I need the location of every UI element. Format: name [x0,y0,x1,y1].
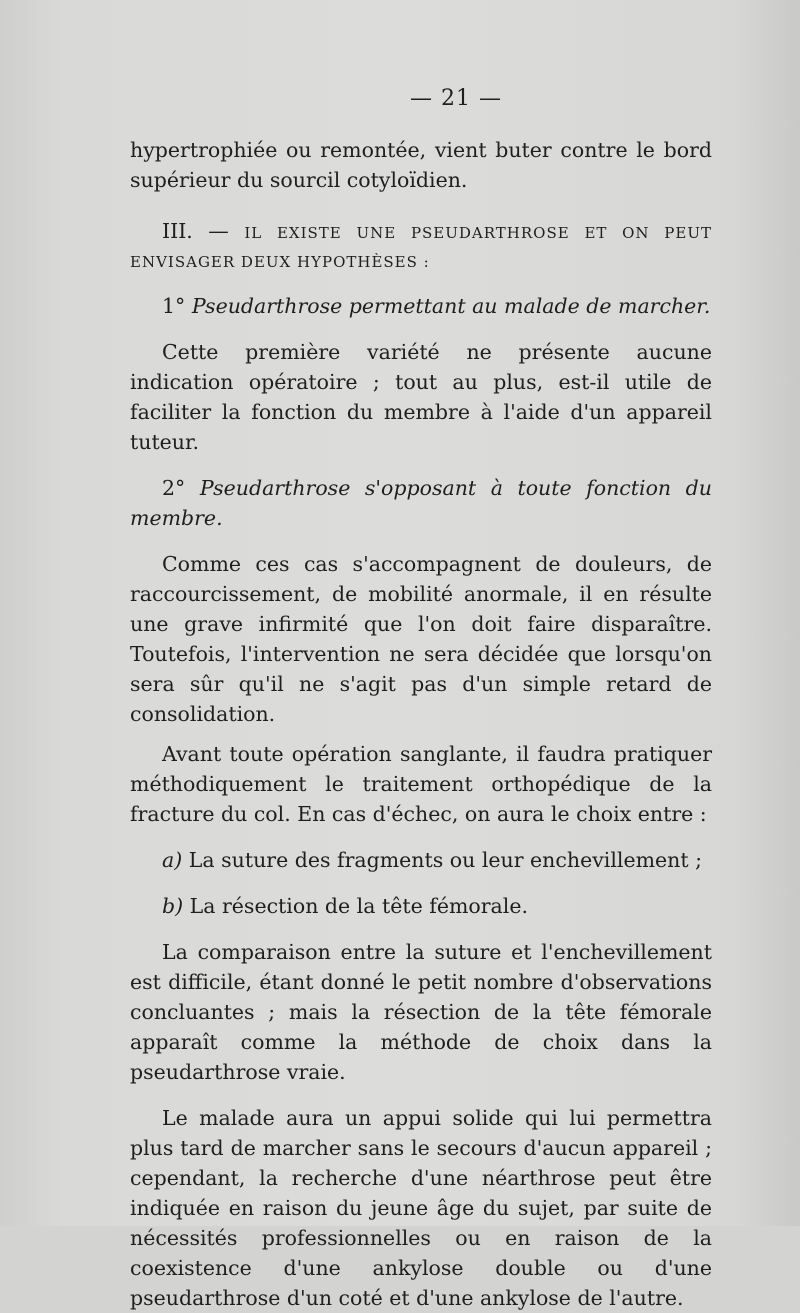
hypothesis-1-text: Pseudarthrose permettant au malade de marcher. [191,294,711,318]
hypothesis-2 [130,473,712,533]
paragraph-4: Avant toute opération sanglante, il faudra pratiquer méthodiquement le traitement orthopédique de la fracture du col. En cas d'échec, on aura le choix entre : [130,742,712,826]
paragraph-5: La comparaison entre la suture et l'enchevillement est difficile, étant donné le petit nombre d'observations concluantes ; mais la résection de la tête fémorale apparaît comme la méthode de choix dans la pseudarthrose vraie. [130,940,712,1084]
option-a-text: La suture des fragments ou leur enchevillement ; [182,848,703,872]
option-a-label: a) [162,848,183,872]
hypothesis-2-text: Pseudarthrose s'opposant à toute fonction du membre. [130,476,712,530]
paragraph-2: Cette première variété ne présente aucune indication opératoire ; tout au plus, est-il utile de faciliter la fonction du membre à l'aide d'un appareil tuteur. [130,340,712,454]
page-content [130,86,712,1313]
paragraph-6: Le malade aura un appui solide qui lui permettra plus tard de marcher sans le secours d'aucun appareil ; cependant, la recherche d'une néarthrose peut être indiquée en raison du jeune âge du sujet, par suite de nécessités professionnelles ou en raison de la coexistence d'une ankylose double ou d'une pseudarthrose d'un coté et d'une ankylose de l'autre. [130,1106,712,1310]
option-b-text: La résection de la tête fémorale. [183,894,528,918]
page-number: — 21 — [410,86,502,111]
hypothesis-1 [130,291,712,321]
paragraph-3: Comme ces cas s'accompagnent de douleurs, de raccourcissement, de mobilité anormale, il en résulte une grave infirmité que l'on doit faire disparaître. Toutefois, l'intervention ne sera décidée que lorsqu'on sera sûr qu'il ne s'agit pas d'un simple retard de consolidation. [130,552,712,726]
paragraph-1: hypertrophiée ou remontée, vient buter contre le bord supérieur du sourcil cotyloïdien. [130,138,712,192]
option-b-label: b) [162,894,184,918]
option-b [130,891,712,921]
hypothesis-1-number: 1° [162,294,192,318]
section-heading-text: IL EXISTE UNE PSEUDARTHROSE ET ON PEUT ENVISAGER DEUX HYPOTHÈSES : [130,224,712,271]
option-a [130,845,712,875]
section-number: III. — [162,219,245,243]
hypothesis-2-number: 2° [162,476,200,500]
section-heading [130,217,712,275]
